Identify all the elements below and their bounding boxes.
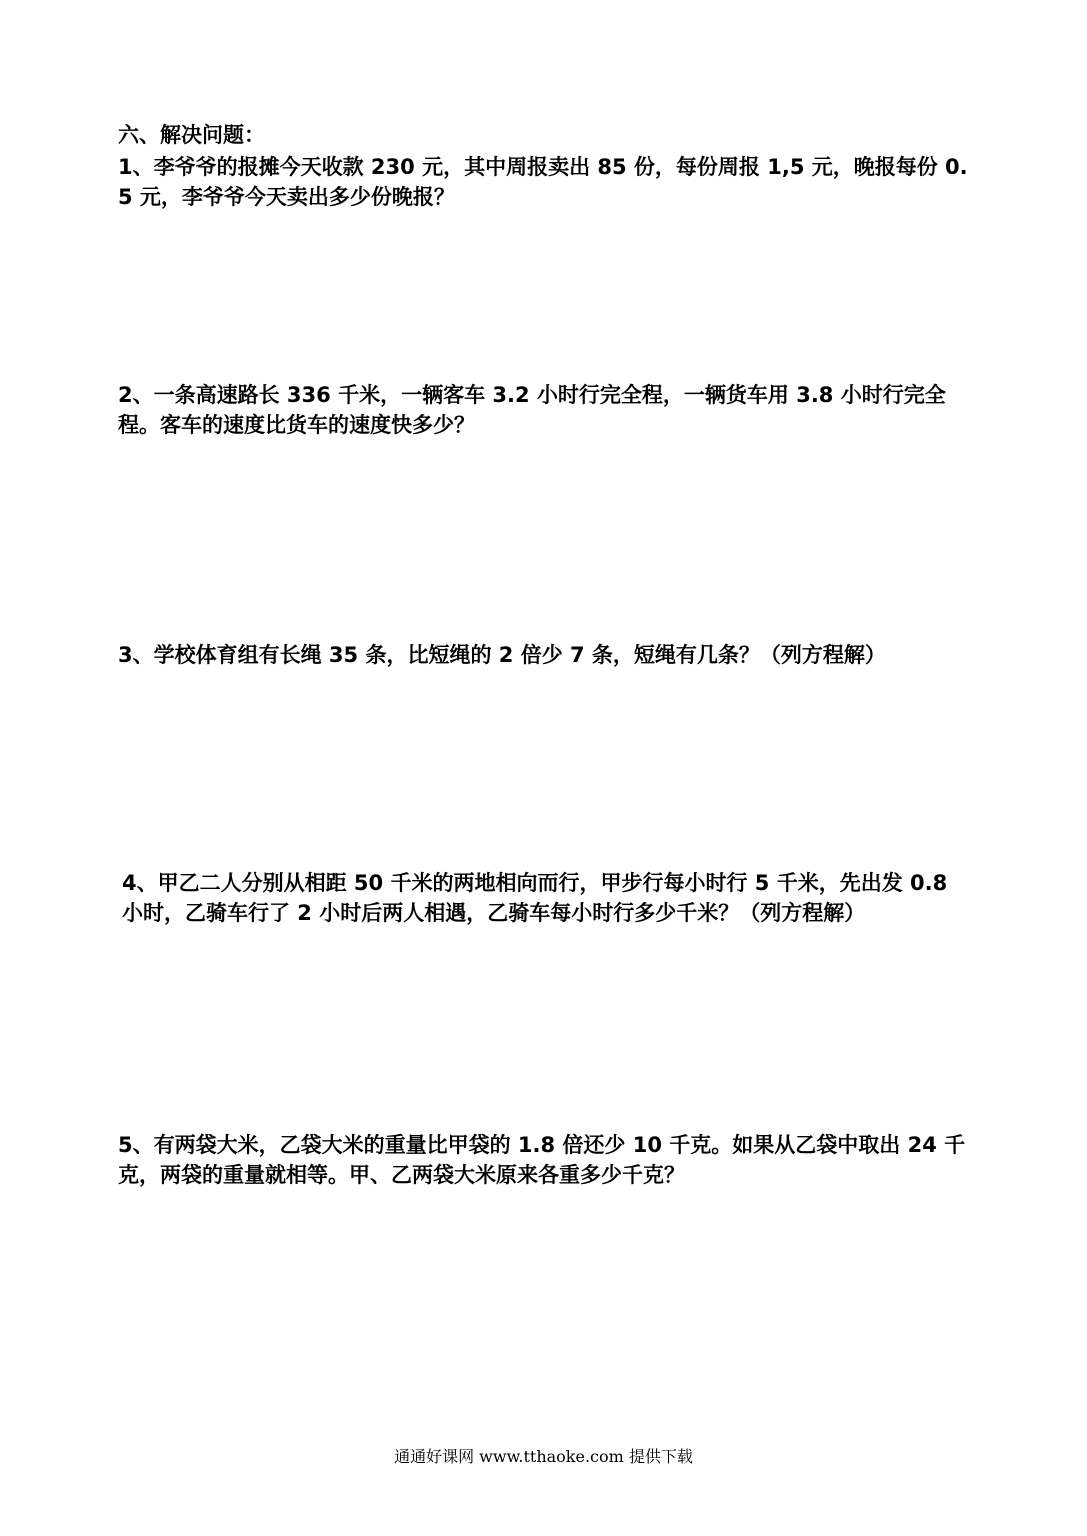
question-5: 5、有两袋大米，乙袋大米的重量比甲袋的 1.8 倍还少 10 千克。如果从乙袋中取出 24 千克，两袋的重量就相等。甲、乙两袋大米原来各重多少千克？ xyxy=(118,1133,966,1187)
section-title: 六、解决问题： xyxy=(118,123,265,147)
question-3: 3、学校体育组有长绳 35 条，比短绳的 2 倍少 7 条，短绳有几条？（列方程解） xyxy=(118,643,886,667)
question-4: 4、甲乙二人分别从相距 50 千米的两地相向而行，甲步行每小时行 5 千米，先出发 0.8 小时，乙骑车行了 2 小时后两人相遇，乙骑车每小时行多少千米？（列方程解） xyxy=(122,871,948,925)
question-1: 1、李爷爷的报摊今天收款 230 元，其中周报卖出 85 份，每份周报 1,5 元，晚报每份 0.5 元，李爷爷今天卖出多少份晚报？ xyxy=(118,155,968,209)
footer-source-note: 通通好课网 www.tthaoke.com 提供下载 xyxy=(394,1447,693,1466)
question-2: 2、一条高速路长 336 千米，一辆客车 3.2 小时行完全程，一辆货车用 3.8 小时行完全程。客车的速度比货车的速度快多少？ xyxy=(118,383,946,437)
